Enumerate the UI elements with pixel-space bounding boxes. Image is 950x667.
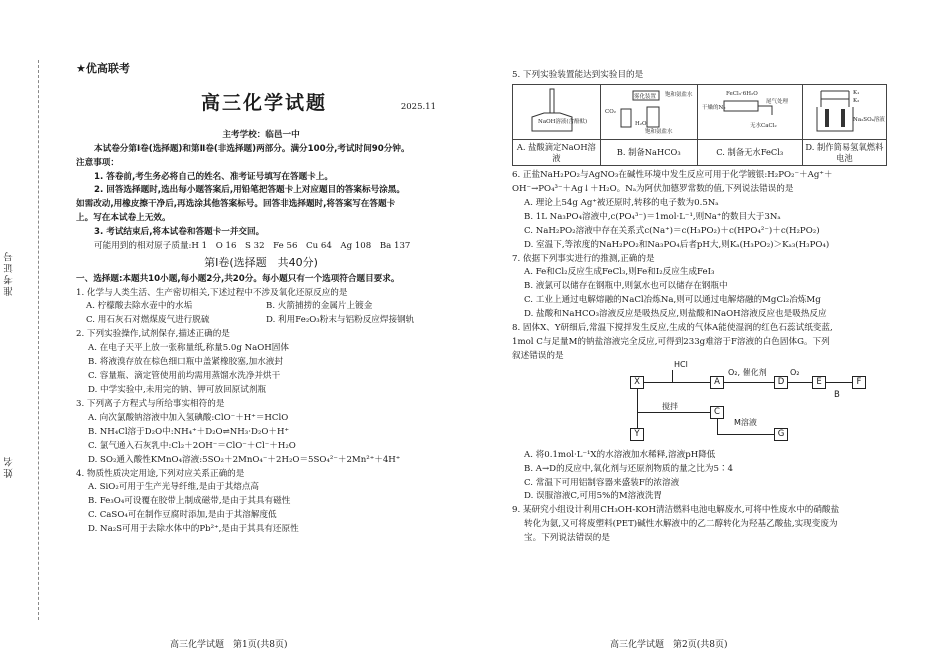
node-y: Y xyxy=(630,428,644,441)
fuel-cell-figure xyxy=(809,87,886,135)
question-9-stem: 9. 某研究小组设计利用CH₃OH-KOH清洁燃料电池电解废水,可将中性废水中的硝酸盐 xyxy=(512,505,840,516)
reagent-o2-catalyst: O₂, 催化剂 xyxy=(728,367,767,377)
question-8-stem: 1mol C与足量M的钠盐溶液完全反应,可得到233g难溶于F溶液的白色固体G。下列 xyxy=(512,337,830,348)
apparatus-table xyxy=(512,84,887,166)
question-8-stem: 8. 固体X、Y研细后,常温下搅拌发生反应,生成的气体A能使湿润的红色石蕊试纸变蓝, xyxy=(512,323,833,334)
option-d: D. Na₂S可用于去除水体中的Pb²⁺,是由于其具有还原性 xyxy=(88,524,299,535)
nahco3-figure xyxy=(603,87,695,135)
question-1-stem: 1. 化学与人类生活、生产密切相关,下述过程中不涉及氧化还原反应的是 xyxy=(76,287,348,298)
option-c: C. 工业上通过电解熔融的NaCl冶炼Na,则可以通过电解熔融的MgCl₂冶炼Mg xyxy=(524,295,821,306)
intro-line: 本试卷分第Ⅰ卷(选择题)和第Ⅱ卷(非选择题)两部分。满分100分,考试时间90分钟。 xyxy=(94,143,410,154)
flow-diagram xyxy=(512,359,887,446)
reagent-o2: O₂ xyxy=(790,367,800,377)
arrow-d-e xyxy=(788,382,812,383)
option-a: A. Fe和Cl₂反应生成FeCl₃,则Fe和I₂反应生成FeI₃ xyxy=(524,267,715,278)
link-x-y xyxy=(637,389,638,428)
option-a: A. 将0.1mol·L⁻¹X的水溶液加水稀释,溶液pH降低 xyxy=(524,449,716,460)
option-b: B. Fe₃O₄可设覆在胶带上制成磁带,是由于其具有磁性 xyxy=(88,496,291,507)
d-label-3: Na₂SO₄溶液 xyxy=(853,116,886,123)
exam-number-label: 准考证号 xyxy=(4,250,15,296)
option-c: C. 容量瓶、滴定管使用前均需用蒸馏水洗净并烘干 xyxy=(88,371,281,382)
node-a: A xyxy=(710,376,724,389)
section-intro: 一、选择题:本题共10小题,每小题2分,共20分。每小题只有一个选项符合题目要求。 xyxy=(76,273,400,284)
apparatus-c-caption: C. 制备无水FeCl₃ xyxy=(697,140,802,166)
apparatus-d-caption: D. 制作简易氢氧燃料电池 xyxy=(802,140,886,166)
option-d: D. 利用Fe₂O₃粉末与铝粉反应焊接钢轨 xyxy=(266,315,415,326)
c-label-2: 干燥的N₂ xyxy=(701,104,726,111)
option-a: A. 在电子天平上放一张称量纸,称量5.0g NaOH固体 xyxy=(88,343,289,354)
option-c: C. 用石灰石对燃煤废气进行脱硫 xyxy=(86,315,210,326)
b-label-1: 雾化装置 xyxy=(633,93,656,100)
node-d: D xyxy=(774,376,788,389)
arrow-a-d xyxy=(724,382,774,383)
option-a: A. 向次氯酸钠溶液中加入氢碘酸:ClO⁻＋H⁺＝HClO xyxy=(88,412,289,423)
apparatus-b-figure xyxy=(600,84,697,139)
section-heading: 第Ⅰ卷(选择题 共40分) xyxy=(204,255,318,269)
option-c: C. NaH₂PO₂溶液中存在关系式c(Na⁺)＝c(H₃PO₂)＋c(HPO₄²⁻)＋c(H₂PO₂) xyxy=(524,225,820,236)
option-d: D. SO₂通入酸性KMnO₄溶液:5SO₂＋2MnO₄⁻＋2H₂O＝5SO₄²⁻＋2Mn²⁺＋4H⁺ xyxy=(88,454,401,465)
apparatus-a-label: NaOH溶液(含酚酞) xyxy=(538,118,588,125)
node-e: E xyxy=(812,376,826,389)
option-c: C. CaSO₄可在制作豆腐时添加,是由于其溶解度低 xyxy=(88,510,277,521)
host-school: 主考学校：临邑一中 xyxy=(222,129,300,140)
option-b: B. 1L Na₃PO₄溶液中,c(PO₄³⁻)＝1mol·L⁻¹,则Na⁺的数目大于3Nₐ xyxy=(524,211,781,222)
exam-badge: ★优高联考 xyxy=(76,62,130,75)
apparatus-a-caption: A. 盐酸滴定NaOH溶液 xyxy=(513,140,601,166)
notice-item: 上。写在本试卷上无效。 xyxy=(76,213,171,224)
question-9-stem: 宝。下列说法错误的是 xyxy=(524,533,610,544)
question-6-stem: OH⁻→PO₄³⁻＋Ag↓＋H₂O。Nₐ为阿伏加德罗常数的值,下列说法错误的是 xyxy=(512,183,794,194)
page-title: 高三化学试题 xyxy=(201,91,328,114)
reagent-hcl: HCl xyxy=(674,359,688,369)
question-6-stem: 6. 正盐NaH₂PO₂与AgNO₃在碱性环境中发生反应可用于化学镀银:H₂PO₂⁻＋Ag⁺＋ xyxy=(512,170,833,180)
option-b: B. 将液溴存放在棕色细口瓶中盖紧橡胶塞,加水液封 xyxy=(88,357,283,368)
d-label-2: K₂ xyxy=(853,97,860,104)
option-d: D. 误服溶液C,可用5%的M溶液洗胃 xyxy=(524,491,663,502)
option-a: A. 理论上54g Ag⁺被还原时,转移的电子数为0.5Nₐ xyxy=(524,197,719,208)
b-label-3: CO₂ xyxy=(604,108,616,115)
node-c: C xyxy=(710,406,724,419)
question-9-stem: 转化为氨,又可将废塑料(PET)碱性水解液中的乙二醇转化为羟基乙酸盐,实现变废为 xyxy=(524,519,838,530)
option-c: C. 常温下可用铝制容器来盛装F的浓溶液 xyxy=(524,477,680,488)
page-footer-left: 高三化学试题 第1页(共8页) xyxy=(170,640,288,650)
c-label-4: 无水CaCl₂ xyxy=(749,122,777,129)
option-b: B. NH₄Cl溶于D₂O中:NH₄⁺＋D₂O⇌NH₃·D₂O＋H⁺ xyxy=(88,426,289,437)
b-label-4: H₂O xyxy=(634,120,647,127)
apparatus-d-figure xyxy=(802,84,886,139)
arrow-e-f xyxy=(826,382,852,383)
question-1-options xyxy=(76,301,446,312)
notice-item: 如需改动,用橡皮擦干净后,再选涂其他答案标号。回答非选择题时,将答案写在答题卡 xyxy=(76,199,396,210)
apparatus-a-figure xyxy=(513,84,601,139)
apparatus-c-figure xyxy=(697,84,802,139)
arrow-stir-c xyxy=(637,412,710,413)
right-column xyxy=(512,70,887,547)
apparatus-b-caption: B. 制备NaHCO₃ xyxy=(600,140,697,166)
question-7-stem: 7. 依据下列事实进行的推测,正确的是 xyxy=(512,253,655,264)
node-x: X xyxy=(630,376,644,389)
arrow-c-g xyxy=(717,434,774,435)
title-row xyxy=(76,92,446,122)
notice-item: 2. 回答选择题时,选出每小题答案后,用铅笔把答题卡上对应题目的答案标号涂黑。 xyxy=(94,185,405,196)
node-b: B xyxy=(834,390,840,403)
notice-item: 3. 考试结束后,将本试卷和答题卡一并交回。 xyxy=(94,227,265,238)
d-label-1: K₁ xyxy=(853,89,860,96)
option-b: B. 液氯可以储存在钢瓶中,则氯水也可以储存在钢瓶中 xyxy=(524,281,728,292)
option-a: A. SiO₂可用于生产光导纤维,是由于其熔点高 xyxy=(88,482,260,493)
c-label-1: FeCl₃·6H₂O xyxy=(725,90,758,97)
arrow-x-a xyxy=(644,382,710,383)
question-4-stem: 4. 物质性质决定用途,下列对应关系正确的是 xyxy=(76,468,245,479)
atomic-masses: 可能用到的相对原子质量:H 1 O 16 S 32 Fe 56 Cu 64 Ag 108 Ba 137 xyxy=(94,241,411,252)
question-5-stem: 5. 下列实验装置能达到实验目的是 xyxy=(512,70,644,80)
left-column xyxy=(76,62,446,538)
option-b: B. 火箭捕捞的金属片上镀金 xyxy=(266,301,373,312)
node-f: F xyxy=(852,376,866,389)
step-stir: 搅拌 xyxy=(662,401,678,411)
question-8-stem: 叙述错误的是 xyxy=(512,350,564,361)
notice-item: 1. 答卷前,考生务必将自己的姓名、准考证号填写在答题卡上。 xyxy=(94,171,333,182)
question-1-options xyxy=(76,315,446,326)
hcl-link xyxy=(672,370,673,382)
question-2-stem: 2. 下列实验操作,试剂保存,描述正确的是 xyxy=(76,329,230,340)
node-g: G xyxy=(774,428,788,441)
c-label-3: 尾气处理 xyxy=(765,98,788,105)
option-d: D. 盐酸和NaHCO₃溶液反应是吸热反应,则盐酸和NaOH溶液反应也是吸热反应 xyxy=(524,309,827,320)
name-label: 姓名 xyxy=(4,455,15,478)
page-footer-right: 高三化学试题 第2页(共8页) xyxy=(610,640,728,650)
titration-figure xyxy=(516,87,596,135)
option-b: B. A→D的反应中,氧化剂与还原剂物质的量之比为5∶4 xyxy=(524,463,734,474)
option-d: D. 中学实验中,未用完的钠、钾可放回原试剂瓶 xyxy=(88,384,267,395)
question-3-stem: 3. 下列离子方程式与所给事实相符的是 xyxy=(76,398,225,409)
reagent-m: M溶液 xyxy=(734,417,757,427)
binding-line xyxy=(38,60,39,620)
fecl3-figure xyxy=(700,87,800,135)
b-label-5: 饱和氨盐水 xyxy=(644,128,673,135)
option-a: A. 柠檬酸去除水壶中的水垢 xyxy=(86,301,193,312)
option-d: D. 室温下,等浓度的NaH₂PO₂和Na₃PO₄后者pH大,则Kₐ(H₃PO₂)＞Kₐ₃(H₃PO₄) xyxy=(524,239,830,250)
exam-date: 2025.11 xyxy=(400,101,436,112)
b-label-2: 饱和氨盐水 xyxy=(664,91,693,98)
notice-heading: 注意事项： xyxy=(76,157,119,168)
link-c-down xyxy=(717,419,718,434)
option-c: C. 氯气通入石灰乳中:Cl₂＋2OH⁻＝ClO⁻＋Cl⁻＋H₂O xyxy=(88,440,296,451)
